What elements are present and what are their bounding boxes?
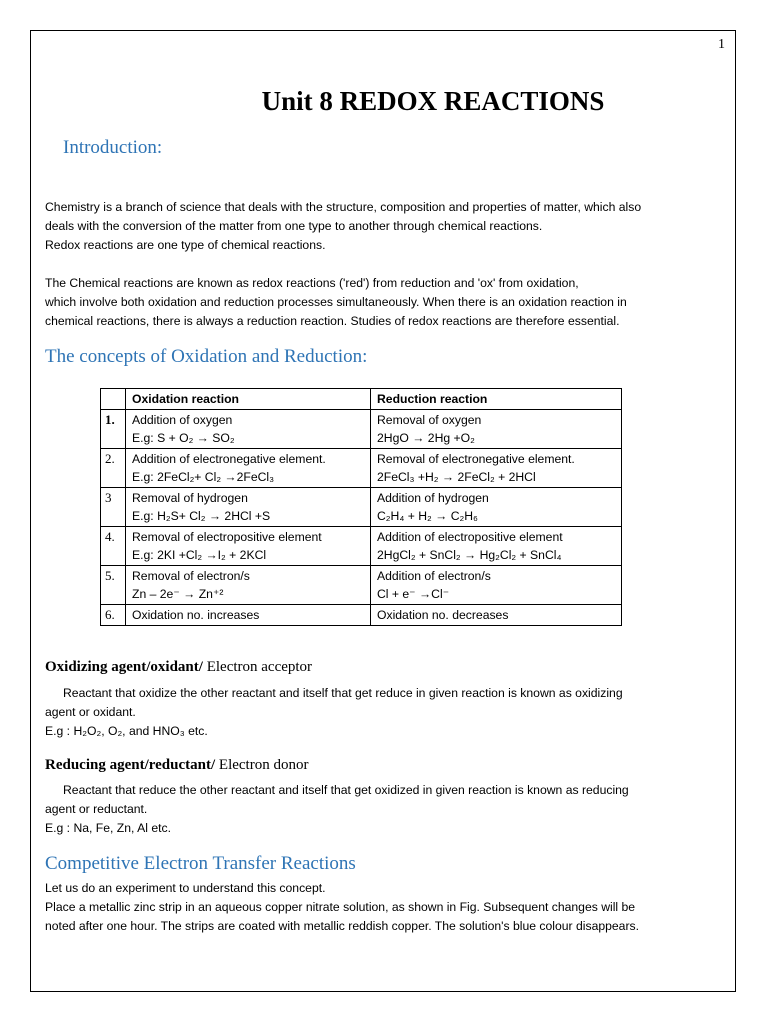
cell-line: Removal of oxygen xyxy=(377,413,482,427)
cell-line: Removal of electron/s xyxy=(132,569,250,583)
cell-line: 2HgO → 2Hg +O₂ xyxy=(377,431,475,445)
oxidizing-agent-label xyxy=(45,659,312,676)
oxidizing-agent-text xyxy=(45,684,727,741)
page-number: 1 xyxy=(718,37,725,52)
oxidation-cell xyxy=(126,527,371,566)
cell-line: Removal of electropositive element xyxy=(132,530,322,544)
intro-paragraph-2 xyxy=(45,274,727,331)
competitive-heading: Competitive Electron Transfer Reactions xyxy=(45,853,356,874)
cell-line: Addition of electron/s xyxy=(377,569,491,583)
text-line: noted after one hour. The strips are coated with metallic reddish copper. The solution's blue colour disappears. xyxy=(45,919,639,933)
reduction-cell: Oxidation no. decreases xyxy=(371,605,622,626)
text-line: which involve both oxidation and reduction processes simultaneously. When there is an oxidation reaction in xyxy=(45,295,627,309)
table-row xyxy=(101,605,622,626)
reduction-cell xyxy=(371,410,622,449)
oxidizing-label-rest: Electron acceptor xyxy=(202,659,313,675)
page-title: Unit 8 REDOX REACTIONS xyxy=(261,86,605,116)
reduction-cell xyxy=(371,566,622,605)
redox-table xyxy=(100,388,622,626)
cell-line: C₂H₄ + H₂ → C₂H₆ xyxy=(377,509,478,523)
text-line: The Chemical reactions are known as redox reactions ('red') from reduction and 'ox' from oxidation, xyxy=(45,276,579,290)
cell-line: Removal of electronegative element. xyxy=(377,452,575,466)
text-line: deals with the conversion of the matter from one type to another through chemical reactions. xyxy=(45,219,543,233)
oxidation-cell xyxy=(126,410,371,449)
cell-line: Addition of electropositive element xyxy=(377,530,563,544)
text-line: agent or oxidant. xyxy=(45,705,136,719)
cell-line: 2FeCl₃ +H₂ → 2FeCl₂ + 2HCl xyxy=(377,470,536,484)
text-line: E.g : H₂O₂, O₂, and HNO₃ etc. xyxy=(45,724,208,738)
document-page xyxy=(30,30,736,992)
cell-line: Addition of oxygen xyxy=(132,413,233,427)
reduction-cell xyxy=(371,527,622,566)
text-line: agent or reductant. xyxy=(45,802,148,816)
row-number: 6. xyxy=(101,605,126,626)
intro-heading: Introduction: xyxy=(63,137,163,158)
table-row xyxy=(101,527,622,566)
cell-line: E.g: 2KI +Cl₂ →I₂ + 2KCl xyxy=(132,548,267,562)
table-header-row xyxy=(101,389,622,410)
cell-line: Addition of electronegative element. xyxy=(132,452,326,466)
cell-line: Addition of hydrogen xyxy=(377,491,489,505)
text-line: Reactant that oxidize the other reactant and itself that get reduce in given reaction is known as oxidizing xyxy=(63,686,623,700)
text-line: Redox reactions are one type of chemical reactions. xyxy=(45,238,326,252)
reducing-label-bold: Reducing agent/reductant/ xyxy=(45,757,216,773)
row-number: 3 xyxy=(101,488,126,527)
cell-line: 2HgCl₂ + SnCl₂ → Hg₂Cl₂ + SnCl₄ xyxy=(377,548,562,562)
row-number: 4. xyxy=(101,527,126,566)
table-row xyxy=(101,566,622,605)
reduction-cell xyxy=(371,449,622,488)
oxidizing-label-bold: Oxidizing agent/oxidant/ xyxy=(45,659,203,675)
oxidation-cell xyxy=(126,488,371,527)
concepts-heading: The concepts of Oxidation and Reduction: xyxy=(45,346,368,367)
cell-line: Cl + e⁻ →Cl⁻ xyxy=(377,587,450,601)
cell-line: Removal of hydrogen xyxy=(132,491,248,505)
table-row xyxy=(101,449,622,488)
cell-line: E.g: S + O₂ → SO₂ xyxy=(132,431,235,445)
text-line: Chemistry is a branch of science that deals with the structure, composition and properties of matter, which also xyxy=(45,200,642,214)
text-line: Reactant that reduce the other reactant and itself that get oxidized in given reaction is known as reducing xyxy=(63,783,629,797)
cell-line: E.g: H₂S+ Cl₂ → 2HCl +S xyxy=(132,509,271,523)
cell-line: Zn – 2e⁻ → Zn⁺² xyxy=(132,587,224,601)
text-line: Let us do an experiment to understand this concept. xyxy=(45,881,326,895)
reducing-label-rest: Electron donor xyxy=(215,757,309,773)
reduction-cell xyxy=(371,488,622,527)
oxidation-cell: Oxidation no. increases xyxy=(126,605,371,626)
cell-line: E.g: 2FeCl₂+ Cl₂ →2FeCl₃ xyxy=(132,470,275,484)
competitive-text xyxy=(45,879,727,936)
table-row xyxy=(101,488,622,527)
text-line: Place a metallic zinc strip in an aqueous copper nitrate solution, as shown in Fig. Subsequent changes will be xyxy=(45,900,636,914)
row-number: 5. xyxy=(101,566,126,605)
reducing-agent-label xyxy=(45,757,308,774)
oxidation-cell xyxy=(126,566,371,605)
header-oxidation: Oxidation reaction xyxy=(126,389,371,410)
row-number: 1. xyxy=(101,410,126,449)
row-number: 2. xyxy=(101,449,126,488)
oxidation-cell xyxy=(126,449,371,488)
header-reduction: Reduction reaction xyxy=(371,389,622,410)
text-line: E.g : Na, Fe, Zn, Al etc. xyxy=(45,821,171,835)
header-num xyxy=(101,389,126,410)
intro-paragraph-1 xyxy=(45,198,727,255)
text-line: chemical reactions, there is always a reduction reaction. Studies of redox reactions are therefore essential. xyxy=(45,314,620,328)
table-row xyxy=(101,410,622,449)
reducing-agent-text xyxy=(45,781,727,838)
